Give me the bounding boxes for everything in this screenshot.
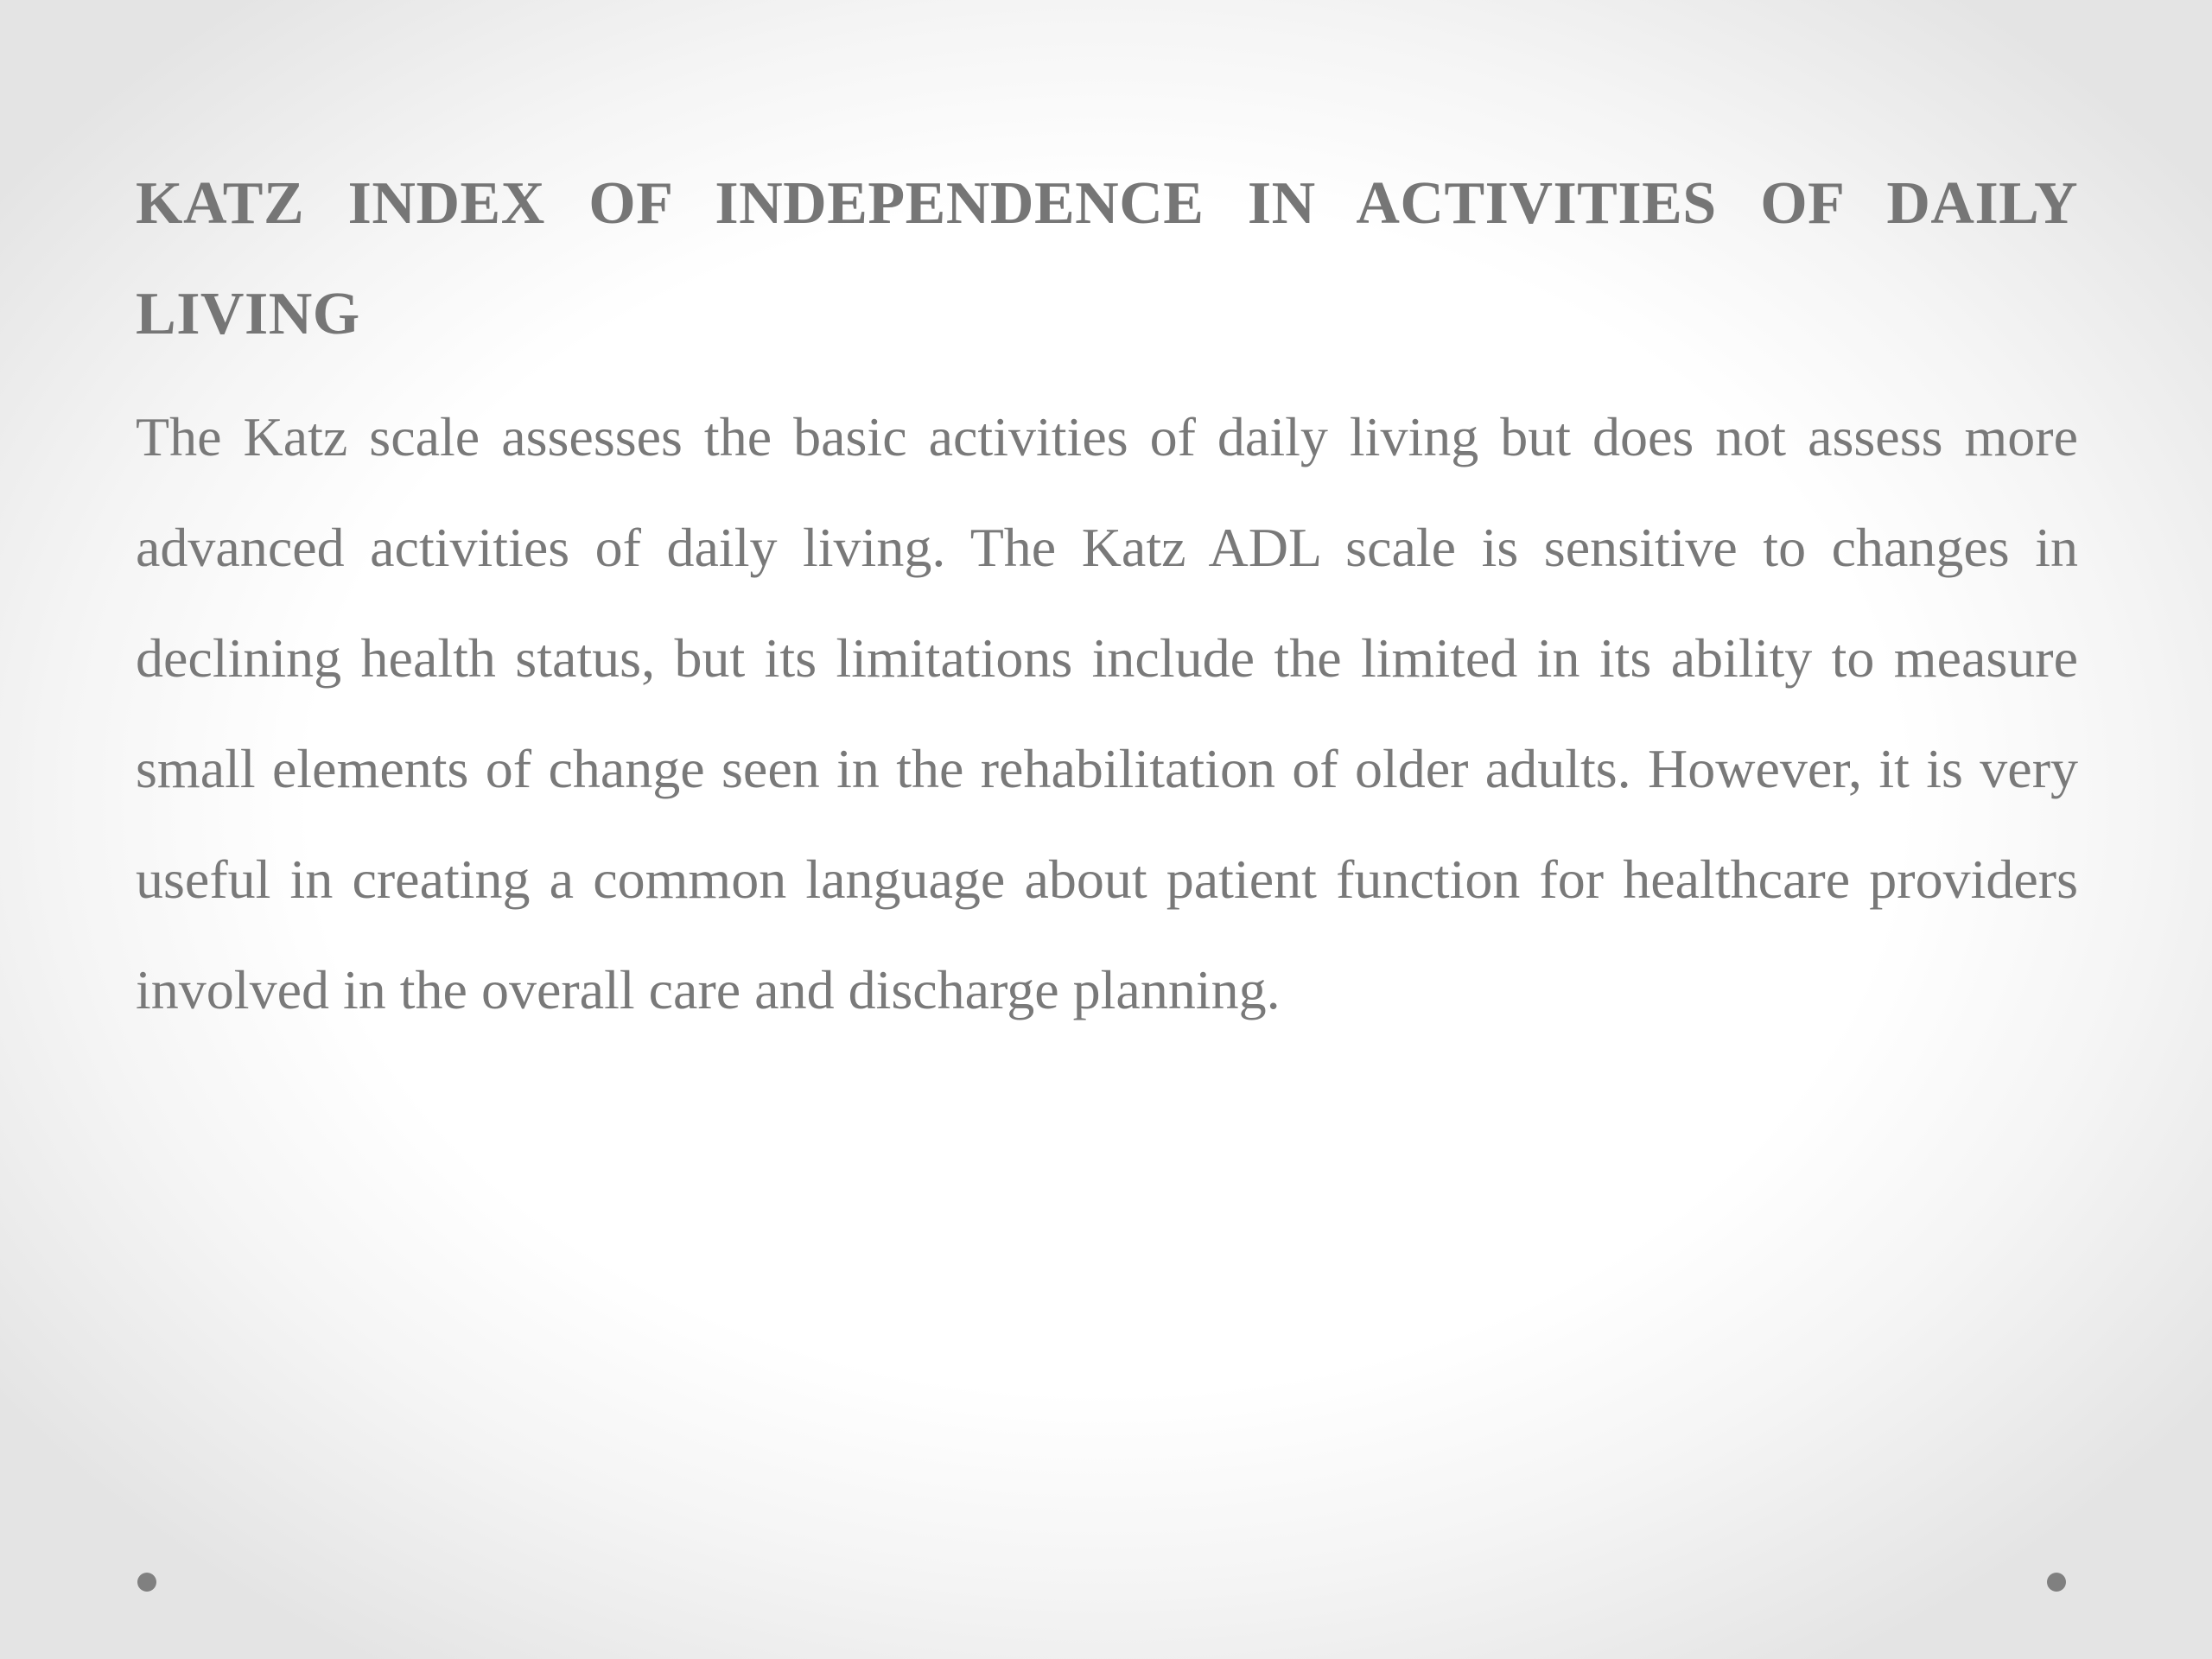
left-dot-icon: [137, 1573, 156, 1592]
right-dot-icon: [2047, 1573, 2066, 1592]
slide-content: [136, 149, 2078, 1046]
slide-body-text: The Katz scale assesses the basic activities of daily living but does not assess more advanced activities of daily living. The Katz ADL scale is sensitive to changes in declining health status, but its limitations include the limited in its ability to measure small elements of change seen in the rehabilitation of older adults. However, it is very useful in creating a common language about patient function for healthcare providers involved in the overall care and discharge planning.: [136, 406, 2078, 1020]
slide-title: KATZ INDEX OF INDEPENDENCE IN ACTIVITIES OF DAILY LIVING: [136, 170, 2078, 347]
